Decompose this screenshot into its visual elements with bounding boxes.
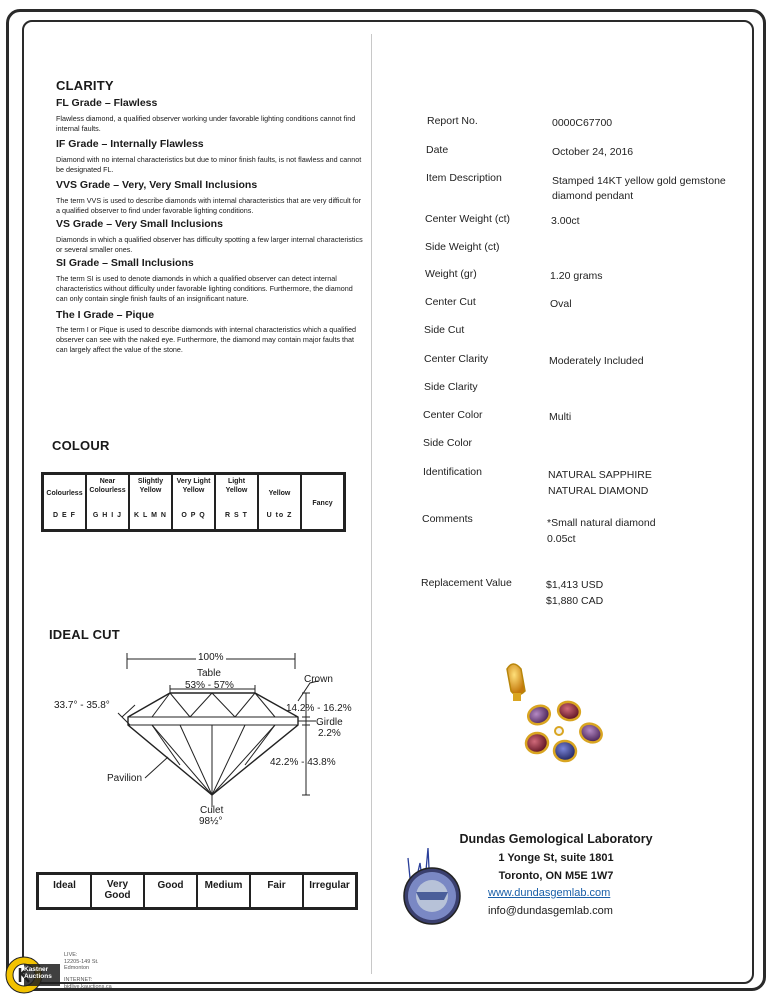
- colour-cell: Yellow U to Z: [258, 474, 301, 530]
- table-range-label: 53% - 57%: [185, 680, 234, 691]
- colour-cell: Slightly Yellow K L M N: [129, 474, 172, 530]
- pavilion-depth-label: 42.2% - 43.8%: [270, 757, 336, 768]
- report-label: Side Color: [423, 437, 473, 449]
- girdle-value-label: 2.2%: [318, 728, 341, 739]
- report-label: Center Weight (ct): [425, 213, 510, 225]
- report-label: Center Cut: [425, 296, 476, 308]
- report-label: Weight (gr): [425, 268, 477, 280]
- clarity-heading: CLARITY: [56, 78, 114, 93]
- cut-grade-cell: Fair: [250, 874, 303, 908]
- report-value: October 24, 2016: [552, 146, 634, 158]
- column-divider: [371, 34, 372, 974]
- pavilion-label: Pavilion: [107, 773, 143, 784]
- crown-angle-label: 33.7° - 35.8°: [54, 700, 110, 711]
- crown-height-label: 14.2% - 16.2%: [286, 703, 352, 714]
- grade-si-title: SI Grade – Small Inclusions: [56, 257, 194, 269]
- report-value: Moderately Included: [549, 355, 644, 367]
- report-value: *Small natural diamond 0.05ct: [547, 517, 656, 545]
- lab-email: info@dundasgemlab.com: [488, 905, 613, 917]
- report-label: Side Weight (ct): [425, 241, 500, 253]
- colour-cell: Fancy: [301, 474, 344, 530]
- report-label: Replacement Value: [421, 577, 512, 589]
- cut-grade-cell: Ideal: [38, 874, 91, 908]
- grade-vs-desc: Diamonds in which a qualified observer has difficulty spotting a few larger internal characteristics or several smaller ones.: [56, 235, 363, 254]
- report-label: Side Cut: [424, 324, 465, 336]
- grade-if-title: IF Grade – Internally Flawless: [56, 138, 204, 150]
- cut-grade-cell: Irregular: [303, 874, 356, 908]
- culet-label: Culet: [200, 805, 224, 816]
- crown-label: Crown: [304, 674, 333, 685]
- lab-address-line1: 1 Yonge St, suite 1801: [498, 852, 614, 864]
- report-label: Date: [426, 144, 449, 156]
- cut-grade-table: [36, 872, 358, 910]
- colour-cell: Near Colourless G H I J: [86, 474, 129, 530]
- grade-if-desc: Diamond with no internal characteristics but due to minor finish faults, is not flawless and cannot be designated FL.: [56, 155, 362, 174]
- report-label: Report No.: [427, 115, 478, 127]
- report-value: Oval: [550, 298, 572, 310]
- report-value: $1,413 USD $1,880 CAD: [546, 579, 604, 607]
- cut-grade-cell: Very Good: [91, 874, 144, 908]
- pendant-photo: [495, 655, 615, 775]
- auction-logo-text: Kastner Auctions: [24, 966, 52, 980]
- lab-website-link[interactable]: www.dundasgemlab.com: [488, 887, 611, 899]
- girdle-label: Girdle: [316, 717, 343, 728]
- footer-internet-label: INTERNET:: [64, 977, 93, 983]
- culet-value-label: 98½°: [199, 816, 223, 827]
- lab-name: Dundas Gemological Laboratory: [459, 832, 653, 846]
- report-label: Item Description: [426, 172, 502, 184]
- colour-scale-table: [41, 472, 346, 532]
- footer-live-address: 12205-149 St. Edmonton: [64, 959, 99, 971]
- table-label: Table: [197, 668, 221, 679]
- colour-cell: Light Yellow R S T: [215, 474, 258, 530]
- report-value: Stamped 14KT yellow gold gemstone diamond pendant: [552, 175, 726, 202]
- grade-fl-desc: Flawless diamond, a qualified observer working under favorable lighting conditions cannot find internal faults.: [56, 114, 356, 133]
- report-value: Multi: [549, 411, 572, 423]
- lab-info: [456, 832, 656, 882]
- cut-grade-cell: Good: [144, 874, 197, 908]
- colour-cell: Colourless D E F: [43, 474, 86, 530]
- report-label: Identification: [423, 466, 482, 478]
- colour-cell: Very Light Yellow O P Q: [172, 474, 215, 530]
- report-label: Center Color: [423, 409, 483, 421]
- footer-internet-url: bidlive.kauctions.ca: [64, 984, 112, 990]
- report-value: 3.00ct: [551, 215, 580, 227]
- report-value: NATURAL SAPPHIRE NATURAL DIAMOND: [548, 469, 652, 497]
- auction-footer: [0, 950, 140, 1000]
- grade-fl-title: FL Grade – Flawless: [56, 97, 158, 109]
- footer-live-label: LIVE:: [64, 952, 78, 958]
- report-label: Side Clarity: [424, 381, 478, 393]
- cut-grade-cell: Medium: [197, 874, 250, 908]
- report-value: 1.20 grams: [550, 270, 603, 282]
- grade-i-desc: The term I or Pique is used to describe diamonds with internal characteristics which a qualified observer can see with the naked eye. Furthermore, the diamond may contain major faults that can largely affect the value of the stone.: [56, 325, 357, 354]
- ideal-cut-heading: IDEAL CUT: [49, 627, 120, 642]
- width-label: 100%: [198, 652, 224, 663]
- report-label: Center Clarity: [424, 353, 489, 365]
- report-label: Comments: [422, 513, 473, 525]
- lab-address-line2: Toronto, ON M5E 1W7: [498, 870, 614, 882]
- grade-i-title: The I Grade – Pique: [56, 309, 155, 321]
- report-value: 0000C67700: [552, 117, 613, 129]
- grade-si-desc: The term SI is used to denote diamonds in which a qualified observer can detect internal characteristics without difficulty under favorable lighting conditions. Furthermore, the diamond can only contain single finish faults of an insignificant nature.: [56, 274, 353, 303]
- grade-vs-title: VS Grade – Very Small Inclusions: [56, 218, 223, 230]
- grade-vvs-title: VVS Grade – Very, Very Small Inclusions: [56, 179, 258, 191]
- colour-heading: COLOUR: [52, 438, 110, 453]
- grade-vvs-desc: The term VVS is used to describe diamonds with internal characteristics that are very difficult for a qualified observer to find under favorable lighting conditions.: [56, 196, 362, 215]
